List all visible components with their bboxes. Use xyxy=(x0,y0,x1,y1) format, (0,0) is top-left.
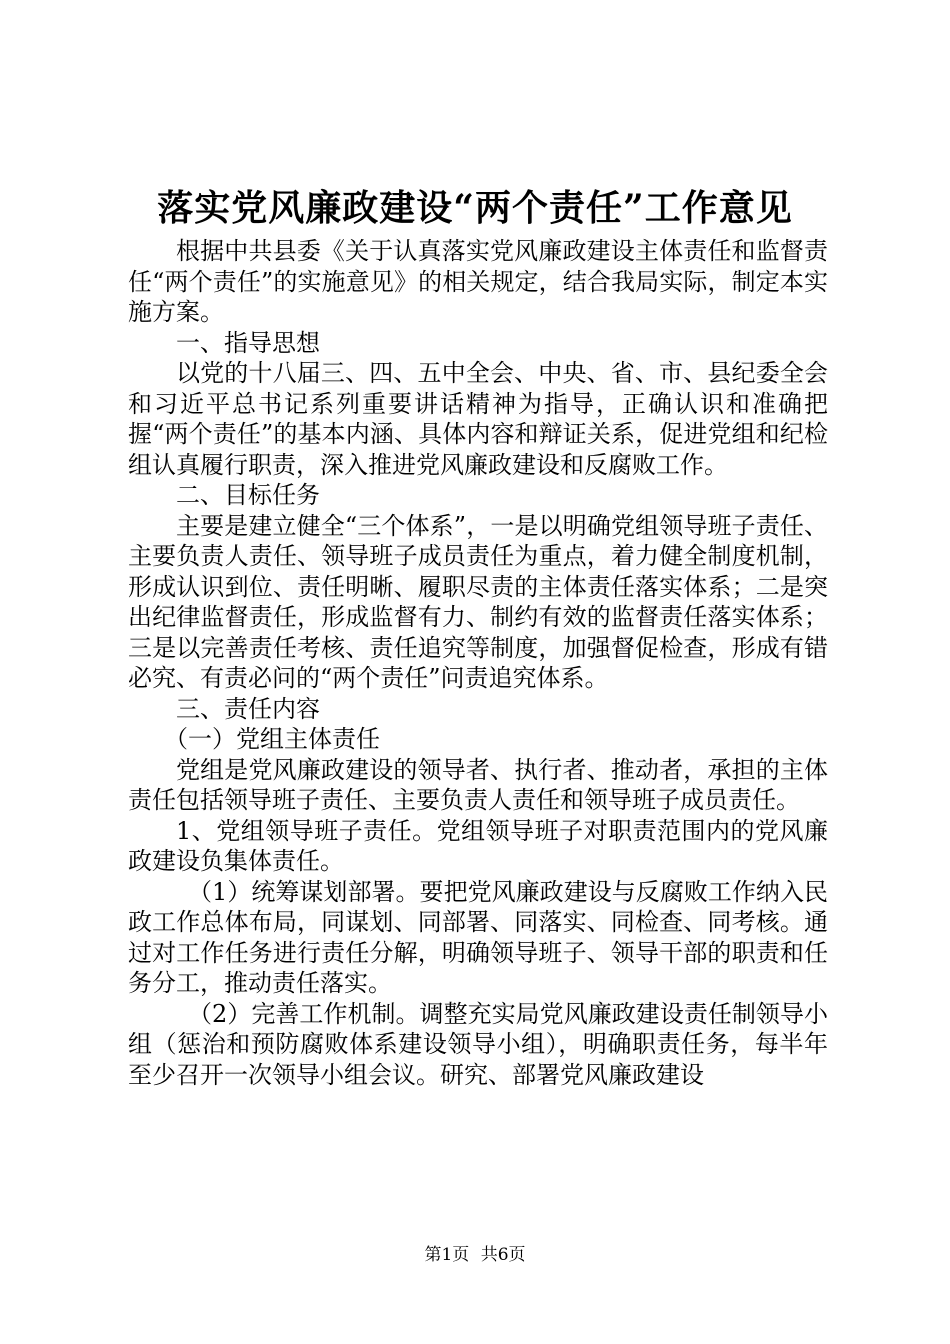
subsection-heading: （一）党组主体责任 xyxy=(164,725,380,753)
list-item: （1）统筹谋划部署。要把党风廉政建设与反腐败工作纳入民政工作总体布局，同谋划、同部署、同落实、同检查、同考核。通过对工作任务进行责任分解，明确领导班子、领导干部的职责和任务分工，推动责任落实。 xyxy=(128,877,828,997)
document-title: 落实党风廉政建设“两个责任”工作意见 xyxy=(157,187,793,229)
page-footer xyxy=(0,1243,950,1267)
page-total: 共6页 xyxy=(480,1245,526,1265)
paragraph: 以党的十八届三、四、五中全会、中央、省、市、县纪委全会和习近平总书记系列重要讲话精神为指导，正确认识和准确把握“两个责任”的基本内涵、具体内容和辩证关系，促进党组和纪检组认真履行职责，深入推进党风廉政建设和反腐败工作。 xyxy=(128,359,828,479)
paragraph-intro: 根据中共县委《关于认真落实党风廉政建设主体责任和监督责任“两个责任”的实施意见》的相关规定，结合我局实际，制定本实施方案。 xyxy=(128,237,828,326)
section-heading: 二、目标任务 xyxy=(176,481,320,509)
document-body xyxy=(128,236,828,1090)
section-heading: 一、指导思想 xyxy=(176,328,320,357)
paragraph: 1、党组领导班子责任。党组领导班子对职责范围内的党风廉政建设负集体责任。 xyxy=(128,816,828,875)
paragraph: 主要是建立健全“三个体系”，一是以明确党组领导班子责任、主要负责人责任、领导班子成员责任为重点，着力健全制度机制，形成认识到位、责任明晰、履职尽责的主体责任落实体系；二是突出纪律监督责任，形成监督有力、制约有效的监督责任落实体系；三是以完善责任考核、责任追究等制度，加强督促检查，形成有错必究、有责必问的“两个责任”问责追究体系。 xyxy=(128,511,828,692)
section-heading: 三、责任内容 xyxy=(176,694,320,723)
list-item: （2）完善工作机制。调整充实局党风廉政建设责任制领导小组（惩治和预防腐败体系建设领导小组），明确职责任务，每半年至少召开一次领导小组会议。研究、部署党风廉政建设 xyxy=(128,999,828,1089)
page-number: 第1页 xyxy=(424,1245,470,1265)
paragraph: 党组是党风廉政建设的领导者、执行者、推动者，承担的主体责任包括领导班子责任、主要负责人责任和领导班子成员责任。 xyxy=(128,755,828,814)
